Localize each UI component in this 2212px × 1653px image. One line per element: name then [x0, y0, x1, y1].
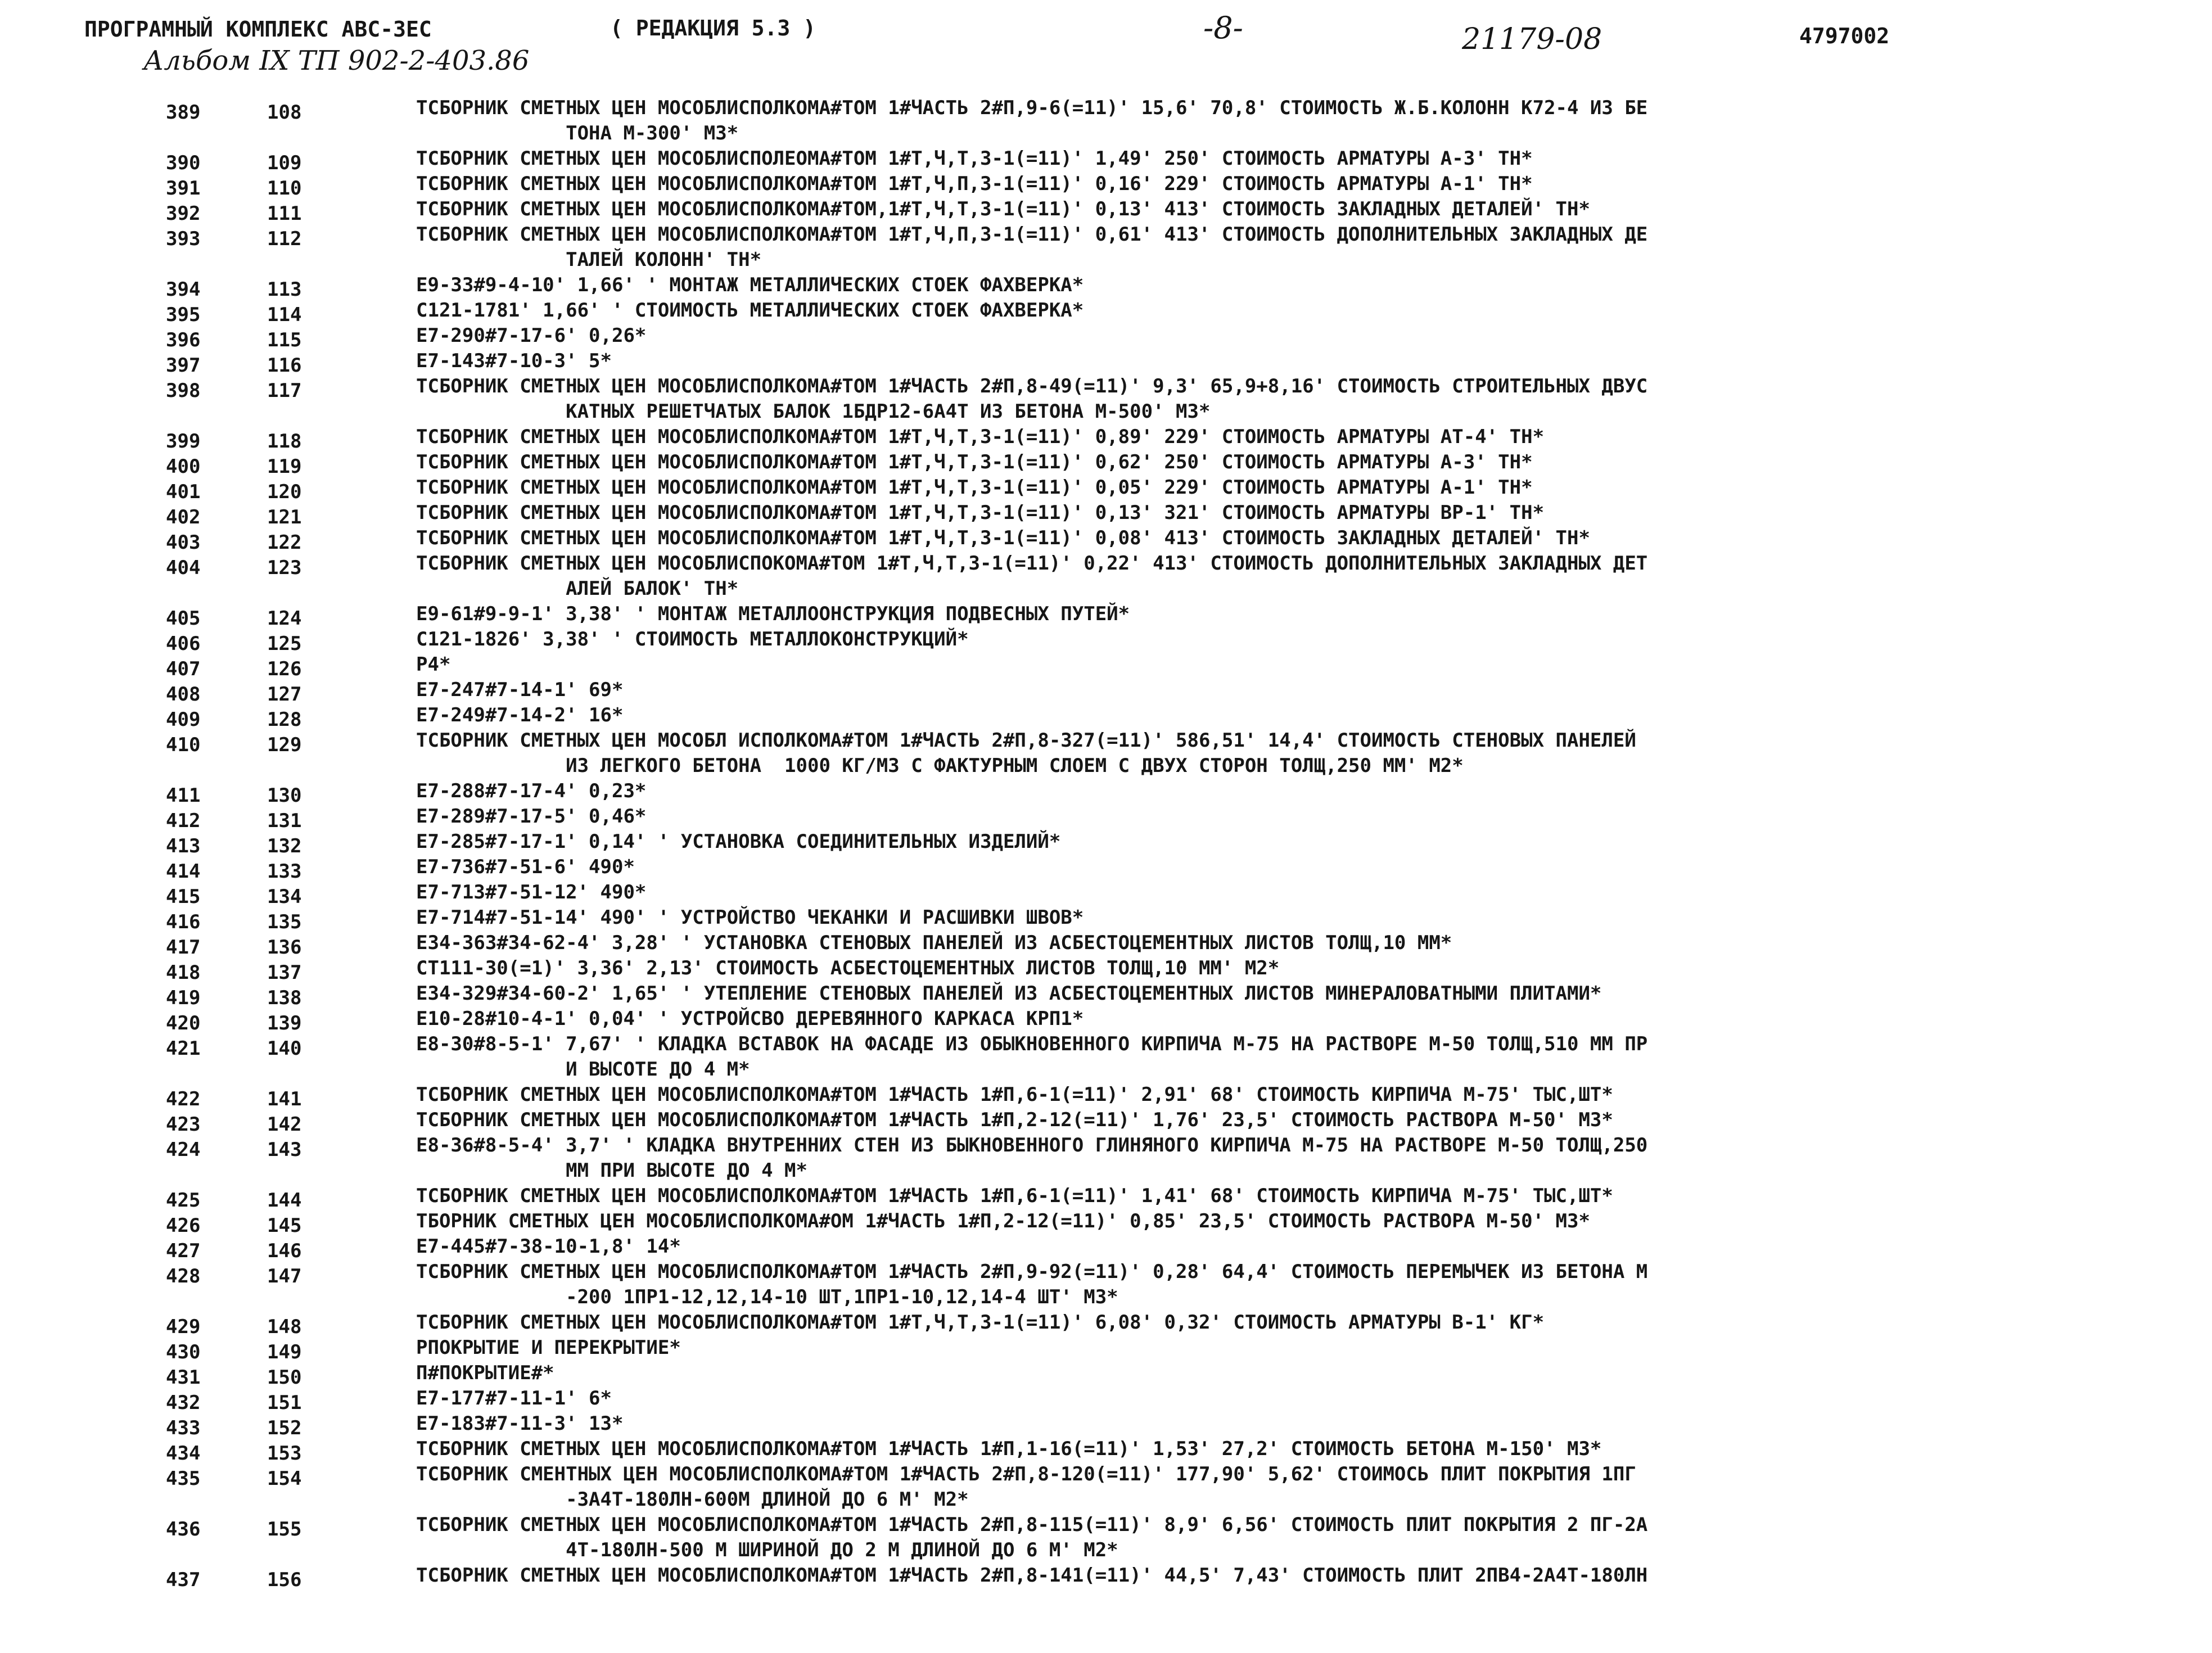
record-text: ТСБОРНИК СМЕТНЫХ ЦЕН МОСОБЛИСПОЛКОМА#ТОМ 1#ЧАСТЬ 1#П,2-12(=11)' 1,76' 23,5' СТОИМОСТЬ РАСТВОРА М-50' М3* — [416, 1109, 1613, 1131]
listing-row — [0, 981, 2212, 1009]
listing-row — [0, 905, 2212, 931]
record-number: 152 — [267, 1417, 302, 1439]
record-number: 125 — [267, 633, 302, 655]
line-number: 409 — [166, 708, 201, 731]
record-text: Е34-363#34-62-4' 3,28' ' УСТАНОВКА СТЕНОВЫХ ПАНЕЛЕЙ ИЗ АСБЕСТОЦЕМЕНТНЫХ ЛИСТОВ ТОЛЩ,10 ММ* — [416, 932, 1452, 954]
listing-row — [0, 931, 2212, 959]
record-text: ТСБОРНИК СМЕТНЫХ ЦЕН МОСОБЛИСПОЛКОМА#ТОМ 1#ЧАСТЬ 2#П,8-141(=11)' 44,5' 7,43' СТОИМОСТЬ ПЛИТ 2ПВ4-2А4Т-180ЛН — [416, 1564, 1648, 1587]
record-text: Е7-288#7-17-4' 0,23* — [416, 780, 647, 802]
line-number: 420 — [166, 1012, 201, 1035]
listing-row — [0, 298, 2212, 326]
line-number: 406 — [166, 633, 201, 655]
record-text: ТСБОРНИК СМЕТНЫХ ЦЕН МОСОБЛИСПОЛКОМА#ТОМ,1#Т,Ч,Т,3-1(=11)' 0,13' 413' СТОИМОСТЬ ЗАКЛАДНЫХ ДЕТАЛЕЙ' ТН* — [416, 198, 1590, 220]
record-number: 134 — [267, 886, 302, 908]
record-number: 128 — [267, 708, 302, 731]
record-number: 116 — [267, 354, 302, 377]
line-number: 393 — [166, 228, 201, 250]
record-text: ТСБОРНИК СМЕТНЫХ ЦЕН МОСОБЛ ИСПОЛКОМА#ТОМ 1#ЧАСТЬ 2#П,8-327(=11)' 586,51' 14,4' СТОИМОСТЬ СТЕНОВЫХ ПАНЕЛЕЙ ИЗ ЛЕГКОГО БЕТОНА 1000 КГ/М3 С ФАКТУРНЫМ СЛОЕМ С ДВУХ СТОРОН ТОЛЩ,250 ММ' М2* — [416, 729, 1636, 777]
record-text: Р4* — [416, 653, 451, 676]
listing-row — [0, 1437, 2212, 1465]
record-number: 126 — [267, 658, 302, 680]
listing-row — [0, 678, 2212, 706]
line-number: 416 — [166, 911, 201, 933]
record-number: 119 — [267, 455, 302, 478]
record-text: Е7-285#7-17-1' 0,14' ' УСТАНОВКА СОЕДИНИТЕЛЬНЫХ ИЗДЕЛИЙ* — [416, 830, 1061, 853]
listing-row — [0, 1259, 2212, 1310]
listing-row — [0, 804, 2212, 832]
line-number: 422 — [166, 1088, 201, 1110]
line-number: 417 — [166, 936, 201, 959]
record-text: Е7-736#7-51-6' 490* — [416, 856, 635, 878]
record-number: 120 — [267, 481, 302, 503]
listing-row — [0, 627, 2212, 655]
record-number: 149 — [267, 1341, 302, 1363]
record-text: С121-1826' 3,38' ' СТОИМОСТЬ МЕТАЛЛОКОНСТРУКЦИЙ* — [416, 628, 969, 651]
line-number: 395 — [166, 304, 201, 326]
record-number: 155 — [267, 1518, 302, 1541]
record-number: 122 — [267, 531, 302, 554]
listing-row — [0, 551, 2212, 602]
listing-row — [0, 349, 2212, 377]
record-text: Е10-28#10-4-1' 0,04' ' УСТРОЙСВО ДЕРЕВЯННОГО КАРКАСА КРП1* — [416, 1008, 1084, 1030]
record-number: 135 — [267, 911, 302, 933]
line-number: 410 — [166, 734, 201, 756]
record-text: ТСБОРНИК СМЕТНЫХ ЦЕН МОСОБЛИСПОЛКОМА#ТОМ 1#Т,Ч,Т,3-1(=11)' 0,89' 229' СТОИМОСТЬ АРМАТУРЫ АТ-4' ТН* — [416, 426, 1545, 448]
record-text: СТ111-30(=1)' 3,36' 2,13' СТОИМОСТЬ АСБЕСТОЦЕМЕНТНЫХ ЛИСТОВ ТОЛЩ,10 ММ' М2* — [416, 957, 1280, 979]
record-text: П#ПОКРЫТИЕ#* — [416, 1362, 554, 1384]
listing-row — [0, 197, 2212, 225]
record-text: ТСБОРНИК СМЕТНЫХ ЦЕН МОСОБЛИСПОЛКОМА#ТОМ 1#ЧАСТЬ 1#П,6-1(=11)' 1,41' 68' СТОИМОСТЬ КИРПИЧА М-75' ТЫС,ШТ* — [416, 1185, 1613, 1207]
line-number: 392 — [166, 202, 201, 225]
line-number: 415 — [166, 886, 201, 908]
record-number: 136 — [267, 936, 302, 959]
listing-row — [0, 1462, 2212, 1512]
line-number: 437 — [166, 1569, 201, 1591]
record-number: 140 — [267, 1037, 302, 1060]
record-number: 138 — [267, 987, 302, 1009]
listing-row — [0, 779, 2212, 807]
listing-row — [0, 500, 2212, 529]
listing-row — [0, 96, 2212, 146]
record-text: Е7-247#7-14-1' 69* — [416, 679, 624, 701]
listing-row — [0, 323, 2212, 349]
record-text: ТСБОРНИК СМЕТНЫХ ЦЕН МОСОБЛИСПОКОМА#ТОМ 1#Т,Ч,Т,3-1(=11)' 0,22' 413' СТОИМОСТЬ ДОПОЛНИТЕЛЬНЫХ ЗАКЛАДНЫХ ДЕТ АЛЕЙ БАЛОК' ТН* — [416, 552, 1648, 600]
record-text: ТСБОРНИК СМЕТНЫХ ЦЕН МОСОБЛИСПОЛКОМА#ТОМ 1#Т,Ч,П,3-1(=11)' 0,61' 413' СТОИМОСТЬ ДОПОЛНИТЕЛЬНЫХ ЗАКЛАДНЫХ ДЕ ТАЛЕЙ КОЛОНН' ТН* — [416, 223, 1648, 271]
line-number: 411 — [166, 784, 201, 807]
record-text: ТСБОРНИК СМЕТНЫХ ЦЕН МОСОБЛИСПОЛКОМА#ТОМ 1#ЧАСТЬ 1#П,1-16(=11)' 1,53' 27,2' СТОИМОСТЬ БЕТОНА М-150' М3* — [416, 1438, 1602, 1460]
line-number: 431 — [166, 1366, 201, 1389]
line-number: 432 — [166, 1392, 201, 1414]
record-text: ТСБОРНИК СМЕТНЫХ ЦЕН МОСОБЛИСПОЛКОМА#ТОМ 1#Т,Ч,Т,3-1(=11)' 0,62' 250' СТОИМОСТЬ АРМАТУРЫ А-3' ТН* — [416, 451, 1533, 473]
record-text: РПОКРЫТИЕ И ПЕРЕКРЫТИЕ* — [416, 1336, 681, 1359]
record-number: 154 — [267, 1467, 302, 1490]
line-number: 423 — [166, 1113, 201, 1136]
listing-row — [0, 829, 2212, 855]
listing-row — [0, 1361, 2212, 1389]
record-text: ТСБОРНИК СМЕТНЫХ ЦЕН МОСОБЛИСПОЛЕОМА#ТОМ 1#Т,Ч,Т,3-1(=11)' 1,49' 250' СТОИМОСТЬ АРМАТУРЫ А-3' ТН* — [416, 147, 1533, 170]
listing-row — [0, 880, 2212, 908]
line-number: 401 — [166, 481, 201, 503]
record-number: 151 — [267, 1392, 302, 1414]
listing-row — [0, 1082, 2212, 1108]
listing-row — [0, 855, 2212, 883]
line-number: 400 — [166, 455, 201, 478]
record-text: С121-1781' 1,66' ' СТОИМОСТЬ МЕТАЛЛИЧЕСКИХ СТОЕК ФАХВЕРКА* — [416, 299, 1084, 322]
listing-row — [0, 956, 2212, 984]
record-text: ТСБОРНИК СМЕТНЫХ ЦЕН МОСОБЛИСПОЛКОМА#ТОМ 1#ЧАСТЬ 2#П,8-115(=11)' 8,9' 6,56' СТОИМОСТЬ ПЛИТ ПОКРЫТИЯ 2 ПГ-2А 4Т-180ЛН-500 М ШИРИНОЙ ДО 2 М ДЛИНОЙ ДО 6 М' М2* — [416, 1514, 1648, 1561]
line-number: 435 — [166, 1467, 201, 1490]
line-number: 419 — [166, 987, 201, 1009]
record-text: Е9-33#9-4-10' 1,66' ' МОНТАЖ МЕТАЛЛИЧЕСКИХ СТОЕК ФАХВЕРКА* — [416, 274, 1084, 296]
record-number: 141 — [267, 1088, 302, 1110]
line-number: 426 — [166, 1214, 201, 1237]
handwritten-code: 21179-08 — [1462, 22, 1602, 56]
record-number: 117 — [267, 380, 302, 402]
line-number: 436 — [166, 1518, 201, 1541]
line-number: 427 — [166, 1240, 201, 1262]
record-number: 156 — [267, 1569, 302, 1591]
record-text: Е7-445#7-38-10-1,8' 14* — [416, 1235, 681, 1258]
line-number: 389 — [166, 101, 201, 124]
record-text: Е7-177#7-11-1' 6* — [416, 1387, 612, 1410]
record-number: 109 — [267, 152, 302, 174]
listing-row — [0, 1209, 2212, 1237]
record-text: ТСБОРНИК СМЕТНЫХ ЦЕН МОСОБЛИСПОЛКОМА#ТОМ 1#Т,Ч,П,3-1(=11)' 0,16' 229' СТОИМОСТЬ АРМАТУРЫ А-1' ТН* — [416, 173, 1533, 195]
record-text: ТСБОРНИК СМЕТНЫХ ЦЕН МОСОБЛИСПОЛКОМА#ТОМ 1#ЧАСТЬ 2#П,9-6(=11)' 15,6' 70,8' СТОИМОСТЬ Ж.Б.КОЛОНН К72-4 ИЗ БЕ ТОНА М-300' М3* — [416, 97, 1648, 144]
record-text: ТСБОРНИК СМЕТНЫХ ЦЕН МОСОБЛИСПОЛКОМА#ТОМ 1#Т,Ч,Т,3-1(=11)' 0,05' 229' СТОИМОСТЬ АРМАТУРЫ А-1' ТН* — [416, 476, 1533, 499]
listing — [0, 96, 2212, 1591]
listing-row — [0, 1006, 2212, 1035]
record-number: 110 — [267, 177, 302, 200]
record-text: Е7-289#7-17-5' 0,46* — [416, 805, 647, 828]
line-number: 424 — [166, 1139, 201, 1161]
listing-row — [0, 1310, 2212, 1338]
line-number: 418 — [166, 961, 201, 984]
line-number: 391 — [166, 177, 201, 200]
record-number: 147 — [267, 1265, 302, 1288]
record-number: 150 — [267, 1366, 302, 1389]
record-number: 124 — [267, 607, 302, 630]
record-text: Е7-713#7-51-12' 490* — [416, 881, 647, 904]
record-text: Е34-329#34-60-2' 1,65' ' УТЕПЛЕНИЕ СТЕНОВЫХ ПАНЕЛЕЙ ИЗ АСБЕСТОЦЕМЕНТНЫХ ЛИСТОВ МИНЕРАЛОВАТНЫМИ ПЛИТАМИ* — [416, 982, 1602, 1005]
record-number: 139 — [267, 1012, 302, 1035]
line-number: 397 — [166, 354, 201, 377]
record-number: 146 — [267, 1240, 302, 1262]
listing-row — [0, 222, 2212, 273]
record-text: Е9-61#9-9-1' 3,38' ' МОНТАЖ МЕТАЛЛООНСТРУКЦИЯ ПОДВЕСНЫХ ПУТЕЙ* — [416, 603, 1130, 625]
record-number: 153 — [267, 1442, 302, 1465]
record-number: 132 — [267, 835, 302, 857]
line-number: 404 — [166, 557, 201, 579]
record-text: Е7-714#7-51-14' 490' ' УСТРОЙСТВО ЧЕКАНКИ И РАСШИВКИ ШВОВ* — [416, 906, 1084, 929]
record-text: Е7-290#7-17-6' 0,26* — [416, 324, 647, 347]
record-number: 145 — [267, 1214, 302, 1237]
record-number: 115 — [267, 329, 302, 351]
line-number: 398 — [166, 380, 201, 402]
listing-row — [0, 1133, 2212, 1184]
line-number: 394 — [166, 278, 201, 301]
record-text: ТБОРНИК СМЕТНЫХ ЦЕН МОСОБЛИСПОЛКОМА#ОМ 1#ЧАСТЬ 1#П,2-12(=11)' 0,85' 23,5' СТОИМОСТЬ РАСТВОРА М-50' М3* — [416, 1210, 1590, 1232]
listing-row — [0, 273, 2212, 301]
record-text: ТСБОРНИК СМЕНТНЫХ ЦЕН МОСОБЛИСПОЛКОМА#ТОМ 1#ЧАСТЬ 2#П,8-120(=11)' 177,90' 5,62' СТОИМОСЬ ПЛИТ ПОКРЫТИЯ 1ПГ -3А4Т-180ЛН-600М ДЛИНОЙ ДО 6 М' М2* — [416, 1463, 1636, 1511]
record-text: ТСБОРНИК СМЕТНЫХ ЦЕН МОСОБЛИСПОЛКОМА#ТОМ 1#ЧАСТЬ 1#П,6-1(=11)' 2,91' 68' СТОИМОСТЬ КИРПИЧА М-75' ТЫС,ШТ* — [416, 1083, 1613, 1106]
listing-row — [0, 1335, 2212, 1361]
listing-row — [0, 1386, 2212, 1414]
document-number: 4797002 — [1799, 24, 1890, 48]
record-number: 137 — [267, 961, 302, 984]
line-number: 429 — [166, 1316, 201, 1338]
record-text: Е8-30#8-5-1' 7,67' ' КЛАДКА ВСТАВОК НА ФАСАДЕ ИЗ ОБЫКНОВЕННОГО КИРПИЧА М-75 НА РАСТВОРЕ М-50 ТОЛЩ,510 ММ ПР И ВЫСОТЕ ДО 4 М* — [416, 1033, 1648, 1081]
listing-row — [0, 146, 2212, 174]
record-number: 131 — [267, 810, 302, 832]
record-number: 114 — [267, 304, 302, 326]
line-number: 403 — [166, 531, 201, 554]
line-number: 425 — [166, 1189, 201, 1212]
listing-row — [0, 424, 2212, 453]
line-number: 405 — [166, 607, 201, 630]
record-number: 133 — [267, 860, 302, 883]
record-number: 143 — [267, 1139, 302, 1161]
line-number: 408 — [166, 683, 201, 706]
album-reference: Альбом IX ТП 902-2-403.86 — [143, 45, 530, 76]
line-number: 412 — [166, 810, 201, 832]
record-number: 129 — [267, 734, 302, 756]
program-title: ПРОГРАМНЫЙ КОМПЛЕКС АВС-3ЕС — [84, 17, 432, 42]
listing-row — [0, 1563, 2212, 1591]
record-text: ТСБОРНИК СМЕТНЫХ ЦЕН МОСОБЛИСПОЛКОМА#ТОМ 1#ЧАСТЬ 2#П,8-49(=11)' 9,3' 65,9+8,16' СТОИМОСТЬ СТРОИТЕЛЬНЫХ ДВУС КАТНЫХ РЕШЕТЧАТЫХ БАЛОК 1БДР12-6А4Т ИЗ БЕТОНА М-500' М3* — [416, 375, 1648, 423]
line-number: 433 — [166, 1417, 201, 1439]
record-text: ТСБОРНИК СМЕТНЫХ ЦЕН МОСОБЛИСПОЛКОМА#ТОМ 1#Т,Ч,Т,3-1(=11)' 0,08' 413' СТОИМОСТЬ ЗАКЛАДНЫХ ДЕТАЛЕЙ' ТН* — [416, 527, 1590, 549]
record-number: 127 — [267, 683, 302, 706]
line-number: 407 — [166, 658, 201, 680]
line-number: 396 — [166, 329, 201, 351]
record-number: 113 — [267, 278, 302, 301]
listing-row — [0, 1032, 2212, 1082]
record-number: 130 — [267, 784, 302, 807]
line-number: 434 — [166, 1442, 201, 1465]
line-number: 430 — [166, 1341, 201, 1363]
record-number: 121 — [267, 506, 302, 529]
listing-row — [0, 1512, 2212, 1563]
listing-row — [0, 1411, 2212, 1437]
line-number: 414 — [166, 860, 201, 883]
record-number: 111 — [267, 202, 302, 225]
listing-row — [0, 1184, 2212, 1212]
record-number: 144 — [267, 1189, 302, 1212]
listing-row — [0, 475, 2212, 503]
record-number: 108 — [267, 101, 302, 124]
record-text: Е8-36#8-5-4' 3,7' ' КЛАДКА ВНУТРЕННИХ СТЕН ИЗ БЫКНОВЕННОГО ГЛИНЯНОГО КИРПИЧА М-75 НА РАСТВОРЕ М-50 ТОЛЩ,250 ММ ПРИ ВЫСОТЕ ДО 4 М* — [416, 1134, 1648, 1182]
listing-row — [0, 1234, 2212, 1262]
listing-row — [0, 374, 2212, 424]
line-number: 421 — [166, 1037, 201, 1060]
record-number: 148 — [267, 1316, 302, 1338]
record-text: Е7-143#7-10-3' 5* — [416, 350, 612, 372]
record-number: 142 — [267, 1113, 302, 1136]
record-number: 123 — [267, 557, 302, 579]
listing-row — [0, 1108, 2212, 1136]
edition-label: ( РЕДАКЦИЯ 5.3 ) — [610, 16, 816, 40]
listing-row — [0, 602, 2212, 630]
record-text: Е7-183#7-11-3' 13* — [416, 1412, 624, 1435]
listing-row — [0, 171, 2212, 200]
line-number: 390 — [166, 152, 201, 174]
page-number: -8- — [1203, 10, 1243, 46]
record-number: 118 — [267, 430, 302, 453]
listing-row — [0, 526, 2212, 554]
line-number: 428 — [166, 1265, 201, 1288]
record-text: ТСБОРНИК СМЕТНЫХ ЦЕН МОСОБЛИСПОЛКОМА#ТОМ 1#Т,Ч,Т,3-1(=11)' 6,08' 0,32' СТОИМОСТЬ АРМАТУРЫ В-1' КГ* — [416, 1311, 1545, 1334]
record-number: 112 — [267, 228, 302, 250]
line-number: 402 — [166, 506, 201, 529]
listing-row — [0, 703, 2212, 731]
record-text: ТСБОРНИК СМЕТНЫХ ЦЕН МОСОБЛИСПОЛКОМА#ТОМ 1#ЧАСТЬ 2#П,9-92(=11)' 0,28' 64,4' СТОИМОСТЬ ПЕРЕМЫЧЕК ИЗ БЕТОНА М -200 1ПР1-12,12,14-10 ШТ,1ПР1-10,12,14-4 ШТ' М3* — [416, 1261, 1648, 1308]
listing-row — [0, 728, 2212, 779]
line-number: 413 — [166, 835, 201, 857]
listing-row — [0, 652, 2212, 678]
listing-row — [0, 450, 2212, 478]
record-text: Е7-249#7-14-2' 16* — [416, 704, 624, 726]
record-text: ТСБОРНИК СМЕТНЫХ ЦЕН МОСОБЛИСПОЛКОМА#ТОМ 1#Т,Ч,Т,3-1(=11)' 0,13' 321' СТОИМОСТЬ АРМАТУРЫ ВР-1' ТН* — [416, 502, 1545, 524]
line-number: 399 — [166, 430, 201, 453]
